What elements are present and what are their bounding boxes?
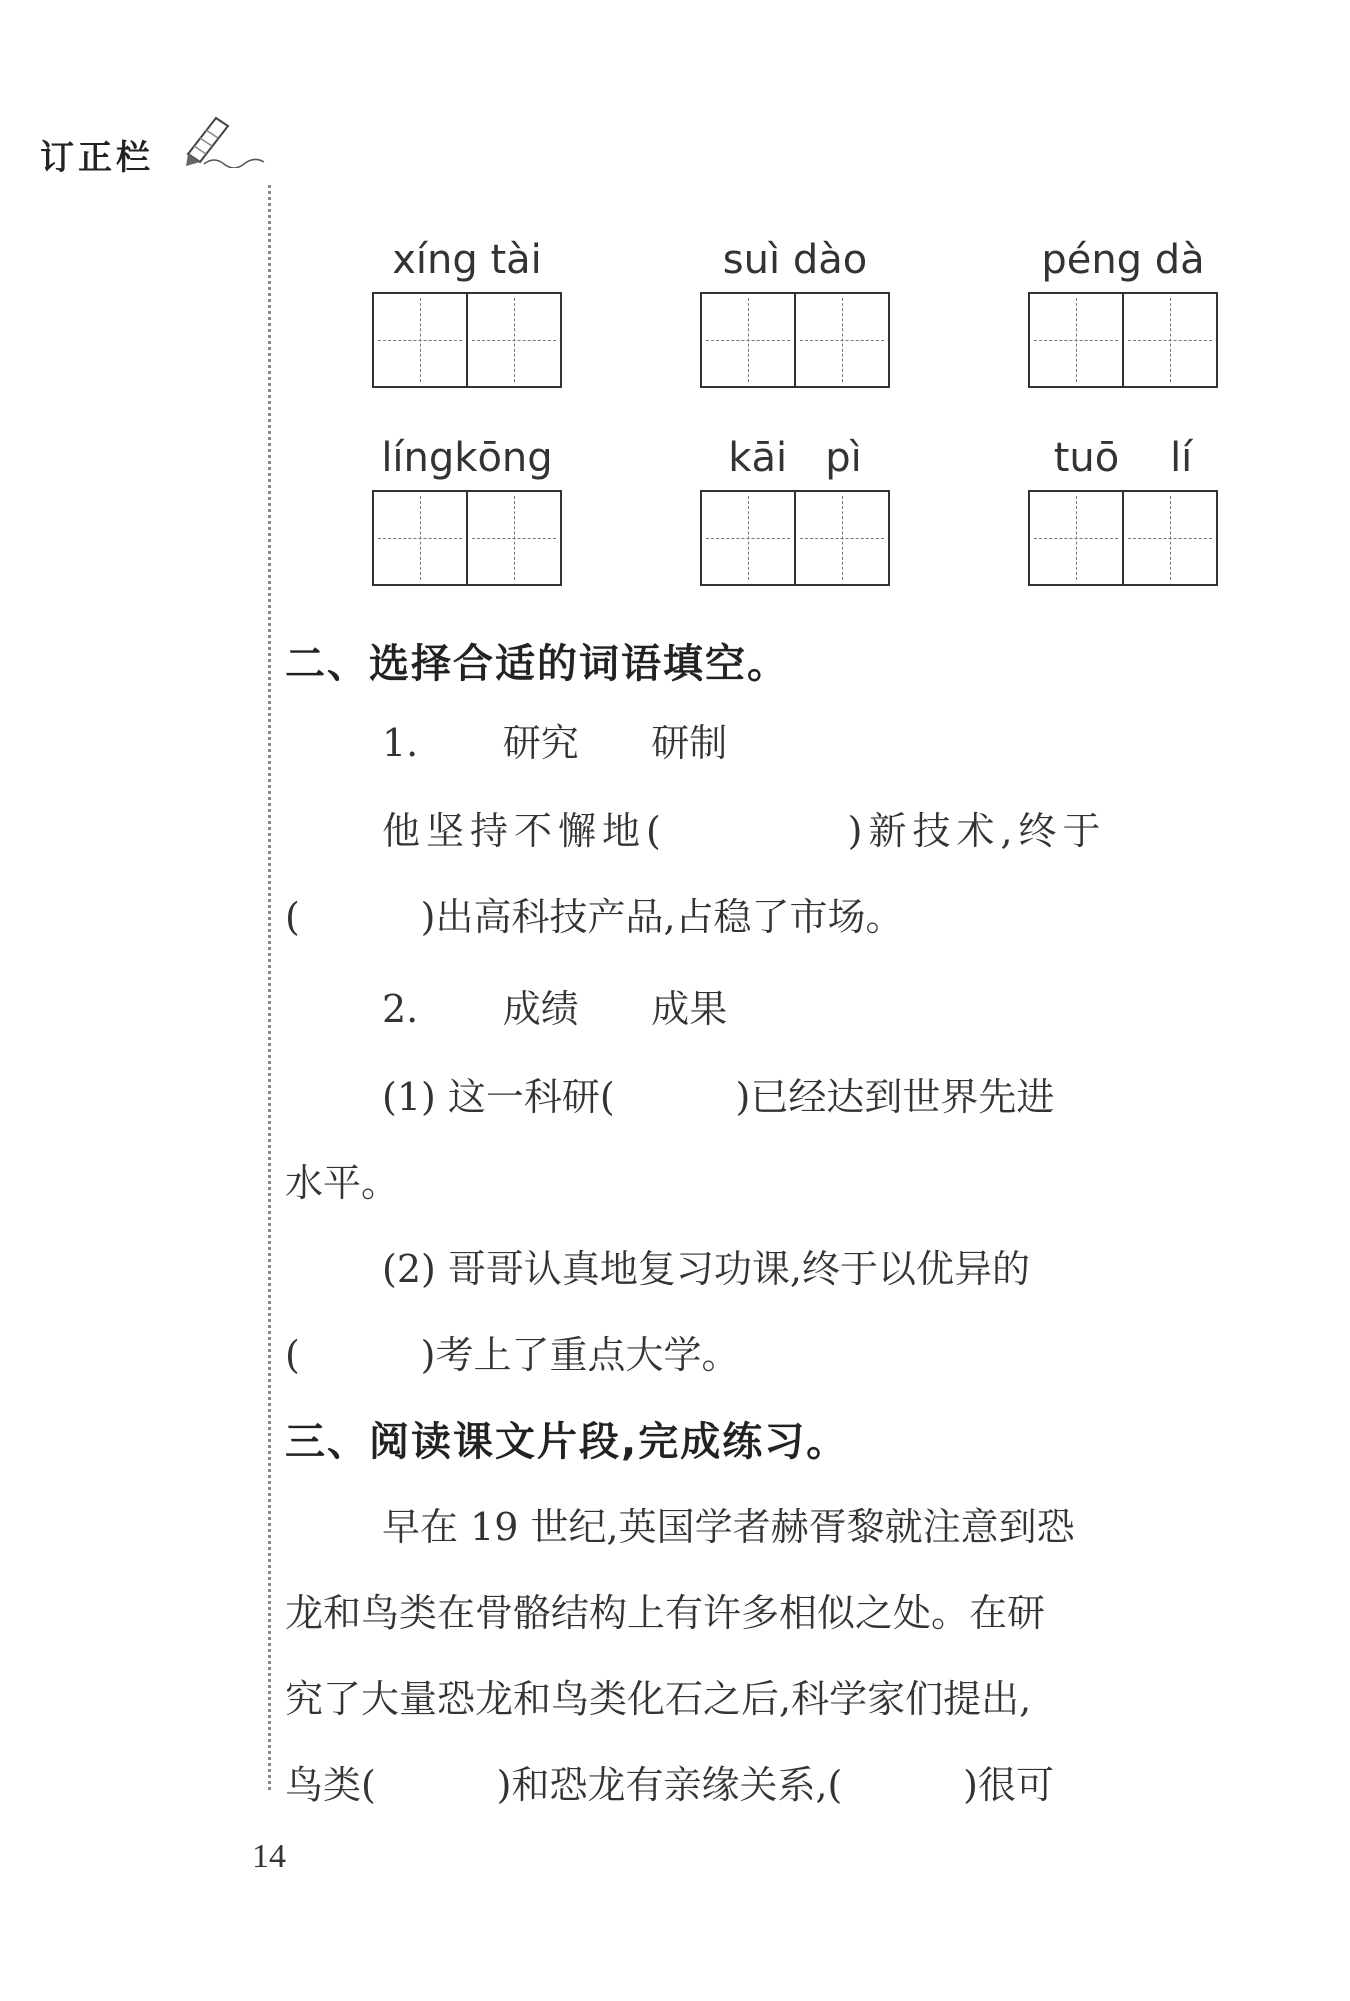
pinyin-exercise-1 [372,236,562,388]
question-2-sub-1-line-2: 水平。 [285,1161,400,1205]
pinyin-label: língkōng [381,435,553,481]
writing-grid[interactable] [700,292,890,388]
writing-grid[interactable] [372,292,562,388]
question-1-line-1: 他坚持不懈地( )新技术,终于 [382,809,1107,853]
passage-line-3: 究了大量恐龙和鸟类化石之后,科学家们提出, [285,1677,1032,1721]
pinyin-label: suì dào [722,237,868,283]
grid-cell[interactable] [468,294,560,386]
grid-cell[interactable] [1030,492,1124,584]
passage-line-1: 早在 19 世纪,英国学者赫胥黎就注意到恐 [382,1505,1075,1549]
pinyin-label: xíng tài [392,237,542,283]
grid-cell[interactable] [374,294,468,386]
grid-cell[interactable] [796,492,888,584]
pinyin-exercise-5 [700,434,890,586]
grid-cell[interactable] [1124,294,1216,386]
pinyin-label: tuō lí [1053,435,1193,481]
margin-divider [268,185,271,1790]
pinyin-label: kāi pì [728,435,862,481]
grid-cell[interactable] [468,492,560,584]
section-title-2: 二、选择合适的词语填空。 [285,641,789,687]
correction-column-label: 订正栏 [40,138,154,178]
writing-grid[interactable] [1028,490,1218,586]
pencil-icon [180,108,270,168]
pinyin-exercise-2 [700,236,890,388]
question-2-sub-2-line-2: ( )考上了重点大学。 [285,1333,740,1377]
question-1-line-2: ( )出高科技产品,占稳了市场。 [285,895,904,939]
question-2-sub-2-line-1: (2) 哥哥认真地复习功课,终于以优异的 [382,1247,1030,1291]
writing-grid[interactable] [372,490,562,586]
pinyin-label: péng dà [1041,237,1205,283]
section-title-3: 三、阅读课文片段,完成练习。 [285,1419,849,1465]
grid-cell[interactable] [702,492,796,584]
grid-cell[interactable] [796,294,888,386]
grid-cell[interactable] [374,492,468,584]
question-2-options: 2. 成绩 成果 [382,987,728,1031]
writing-grid[interactable] [700,490,890,586]
writing-grid[interactable] [1028,292,1218,388]
passage-line-4: 鸟类( )和恐龙有亲缘关系,( )很可 [285,1763,1054,1807]
passage-line-2: 龙和鸟类在骨骼结构上有许多相似之处。在研 [285,1591,1046,1635]
grid-cell[interactable] [1030,294,1124,386]
pinyin-exercise-6 [1028,434,1218,586]
grid-cell[interactable] [1124,492,1216,584]
pinyin-exercise-3 [1028,236,1218,388]
question-2-sub-1-line-1: (1) 这一科研( )已经达到世界先进 [382,1075,1055,1119]
page-number: 14 [252,1838,286,1875]
grid-cell[interactable] [702,294,796,386]
pinyin-exercise-4 [372,434,562,586]
question-1-options: 1. 研究 研制 [382,721,728,765]
